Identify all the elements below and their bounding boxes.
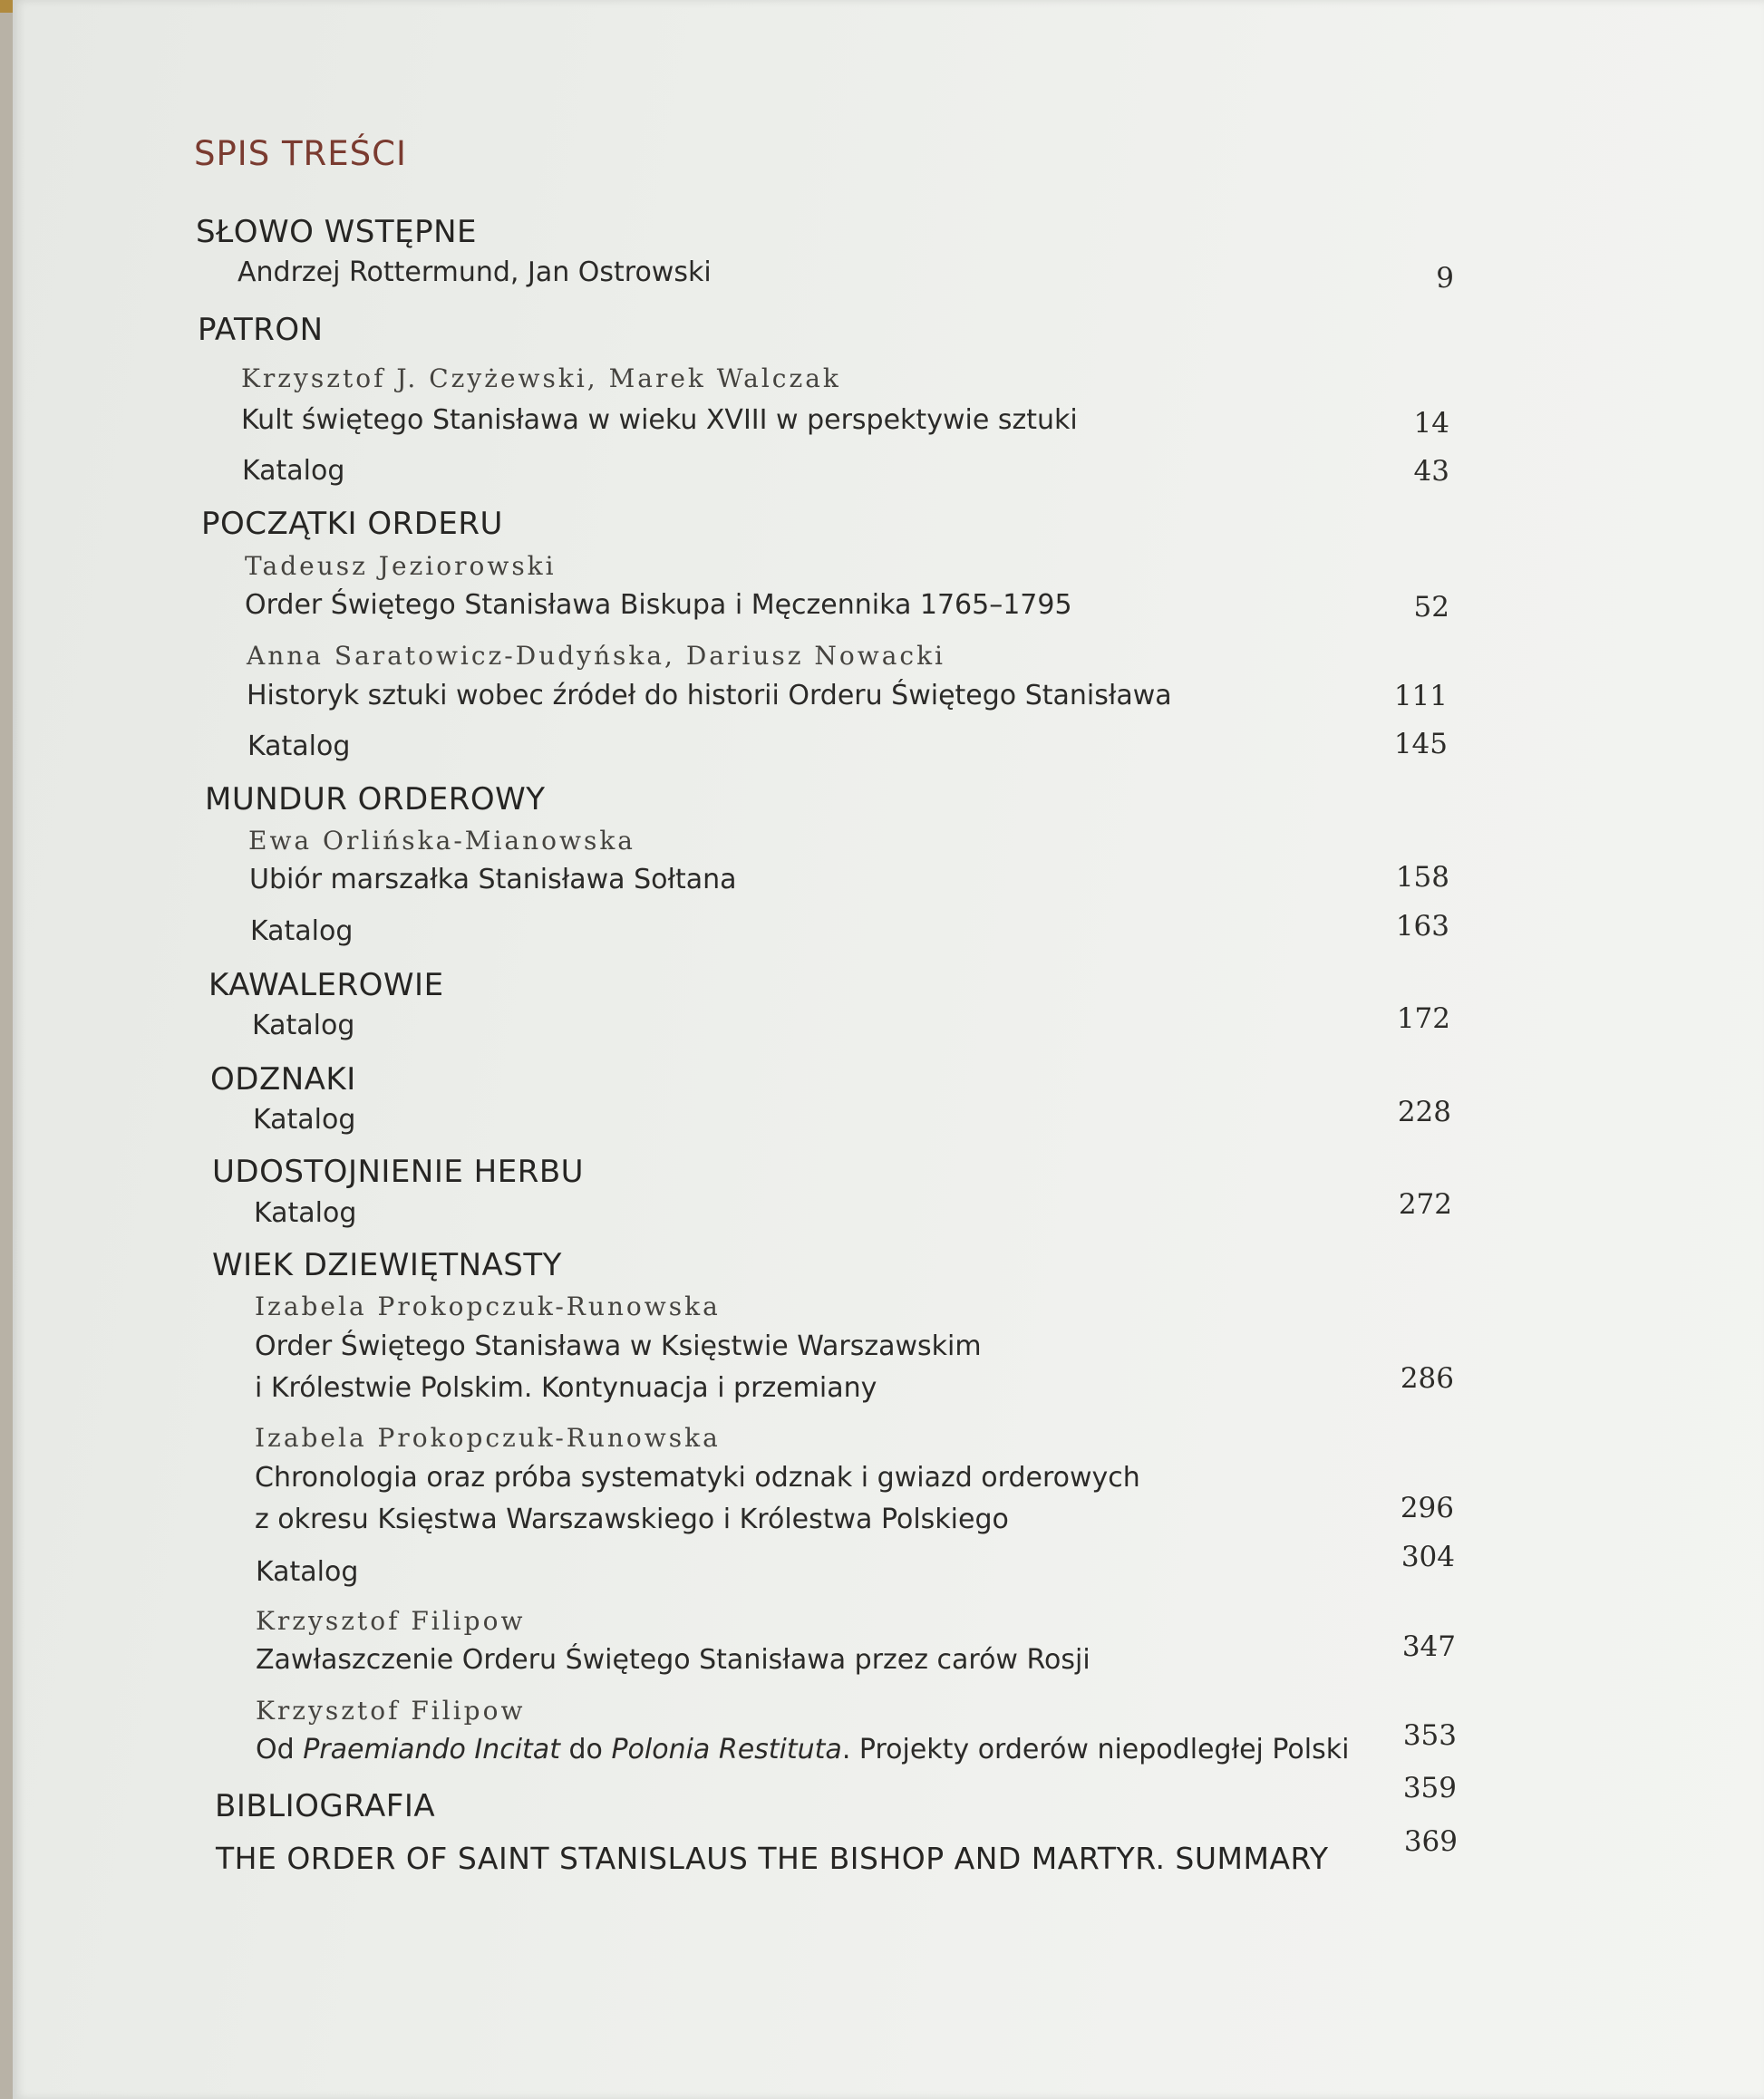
entry-title: Kult świętego Stanisława w wieku XVIII w perspektywie sztuki xyxy=(241,404,1078,436)
entry-text-italic: Polonia Restituta xyxy=(611,1734,842,1765)
section-heading: ODZNAKI xyxy=(210,1061,356,1098)
entry-author: Tadeusz Jeziorowski xyxy=(245,551,557,581)
entry-author: Izabela Prokopczuk-Runowska xyxy=(255,1423,721,1453)
entry-title: Katalog xyxy=(250,915,354,947)
entry-text-part: Od xyxy=(256,1734,304,1765)
entry-title: Katalog xyxy=(252,1010,355,1041)
entry-author: Ewa Orlińska-Mianowska xyxy=(248,826,635,856)
entry-title: Andrzej Rottermund, Jan Ostrowski xyxy=(237,256,712,288)
page-number: 369 xyxy=(1403,1825,1458,1858)
entry-title: Chronologia oraz próba systematyki odznak i gwiazd orderowych xyxy=(255,1462,1140,1494)
entry-author: Izabela Prokopczuk-Runowska xyxy=(255,1291,721,1321)
entry-author: Krzysztof J. Czyżewski, Marek Walczak xyxy=(241,363,841,393)
page-number: 296 xyxy=(1400,1492,1454,1524)
page-number: 272 xyxy=(1398,1188,1452,1221)
section-heading: THE ORDER OF SAINT STANISLAUS THE BISHOP AND MARTYR. SUMMARY xyxy=(216,1841,1329,1876)
page-corner xyxy=(0,0,13,13)
entry-title-continued: i Królestwie Polskim. Kontynuacja i przemiany xyxy=(255,1372,877,1404)
page-number: 43 xyxy=(1413,455,1449,488)
section-heading: WIEK DZIEWIĘTNASTY xyxy=(212,1247,562,1283)
section-heading: BIBLIOGRAFIA xyxy=(215,1788,436,1824)
page-number: 163 xyxy=(1395,910,1449,943)
section-heading: PATRON xyxy=(198,312,324,348)
entry-author: Krzysztof Filipow xyxy=(256,1696,526,1726)
page-number: 52 xyxy=(1413,591,1449,624)
page-number: 145 xyxy=(1393,728,1448,760)
page-number: 111 xyxy=(1393,680,1448,712)
entry-title xyxy=(256,1734,1349,1765)
entry-title: Historyk sztuki wobec źródeł do historii Orderu Świętego Stanisława xyxy=(247,680,1172,711)
page-number: 347 xyxy=(1401,1630,1456,1663)
entry-title: Ubiór marszałka Stanisława Sołtana xyxy=(249,864,737,895)
entry-title: Katalog xyxy=(253,1104,356,1136)
section-heading: UDOSTOJNIENIE HERBU xyxy=(212,1154,585,1190)
section-heading: KAWALEROWIE xyxy=(208,967,444,1003)
entry-title: Zawłaszczenie Orderu Świętego Stanisława przez carów Rosji xyxy=(256,1644,1090,1676)
entry-text-italic: Praemiando Incitat xyxy=(303,1734,560,1765)
page-number: 14 xyxy=(1413,407,1449,440)
entry-title: Katalog xyxy=(256,1556,359,1588)
page-number: 172 xyxy=(1396,1002,1450,1035)
entry-text-part: do xyxy=(559,1734,612,1765)
page-number: 9 xyxy=(1436,262,1454,295)
page-number: 286 xyxy=(1400,1362,1454,1395)
entry-title: Katalog xyxy=(254,1197,357,1229)
entry-title: Katalog xyxy=(242,455,345,487)
entry-author: Krzysztof Filipow xyxy=(256,1606,526,1636)
page-title: SPIS TREŚCI xyxy=(194,134,407,173)
entry-title: Order Świętego Stanisława Biskupa i Męczennika 1765–1795 xyxy=(245,589,1072,621)
page-number: 353 xyxy=(1402,1719,1457,1752)
page-number: 304 xyxy=(1401,1541,1455,1573)
section-heading: MUNDUR ORDEROWY xyxy=(205,781,546,817)
page-number: 158 xyxy=(1395,861,1449,894)
page-number: 359 xyxy=(1402,1772,1457,1804)
entry-author: Anna Saratowicz-Dudyńska, Dariusz Nowacki xyxy=(247,641,946,671)
entry-title-continued: z okresu Księstwa Warszawskiego i Królestwa Polskiego xyxy=(255,1504,1009,1535)
section-heading: POCZĄTKI ORDERU xyxy=(201,506,503,542)
entry-title: Katalog xyxy=(247,730,351,762)
entry-title: Order Świętego Stanisława w Księstwie Warszawskim xyxy=(255,1330,982,1362)
book-page xyxy=(13,0,1764,2099)
entry-text-part: . Projekty orderów niepodległej Polski xyxy=(841,1734,1350,1765)
page-number: 228 xyxy=(1397,1096,1451,1128)
section-heading: SŁOWO WSTĘPNE xyxy=(196,214,478,250)
